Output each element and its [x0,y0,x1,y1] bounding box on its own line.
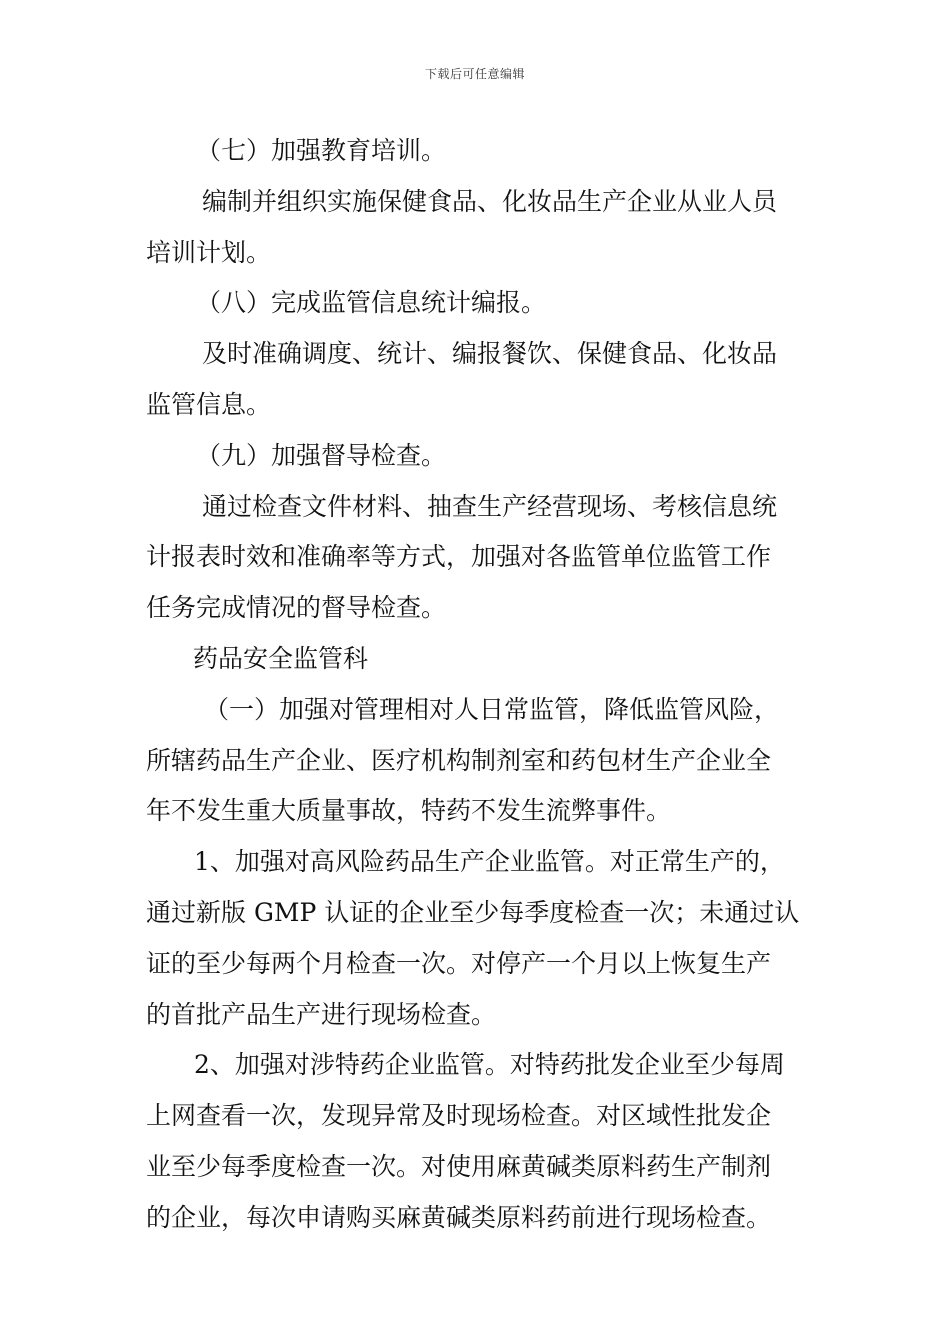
paragraph-line: 培训计划。 [146,237,272,267]
heading-7: （七）加强教育培训。 [196,136,447,165]
paragraph-line: 监管信息。 [146,389,272,419]
paragraph-line: 所辖药品生产企业、医疗机构制剂室和药包材生产企业全 [146,745,772,775]
paragraph-line: 任务完成情况的督导检查。 [146,593,447,623]
paragraph-line: 业至少每季度检查一次。对使用麻黄碱类原料药生产制剂 [146,1151,772,1181]
paragraph-line: 通过检查文件材料、抽查生产经营现场、考核信息统 [202,491,778,521]
paragraph-line: 计报表时效和准确率等方式，加强对各监管单位监管工作 [146,542,772,572]
paragraph-line: 的首批产品生产进行现场检查。 [146,999,497,1029]
paragraph-line: 1、加强对高风险药品生产企业监管。对正常生产的， [194,847,785,877]
paragraph-line: 及时准确调度、统计、编报餐饮、保健食品、化妆品 [202,339,778,369]
paragraph-line: （一）加强对管理相对人日常监管，降低监管风险， [204,694,780,724]
paragraph-line: 证的至少每两个月检查一次。对停产一个月以上恢复生产 [146,948,772,978]
section-title: 药品安全监管科 [193,643,369,673]
paragraph-line: 2、加强对涉特药企业监管。对特药批发企业至少每周 [194,1050,785,1080]
document-body [146,126,808,1244]
page-header: 下载后可任意编辑 [424,67,525,81]
paragraph-line: 通过新版 GMP 认证的企业至少每季度检查一次；未通过认 [146,897,800,927]
paragraph-line: 年不发生重大质量事故，特药不发生流弊事件。 [146,796,672,826]
heading-9: （九）加强督导检查。 [196,440,447,470]
paragraph-line: 编制并组织实施保健食品、化妆品生产企业从业人员 [202,186,778,216]
paragraph-line: 的企业，每次申请购买麻黄碱类原料药前进行现场检查。 [146,1202,772,1232]
paragraph-line: 上网查看一次，发现异常及时现场检查。对区域性批发企 [146,1101,772,1131]
heading-8: （八）完成监管信息统计编报。 [196,288,547,318]
